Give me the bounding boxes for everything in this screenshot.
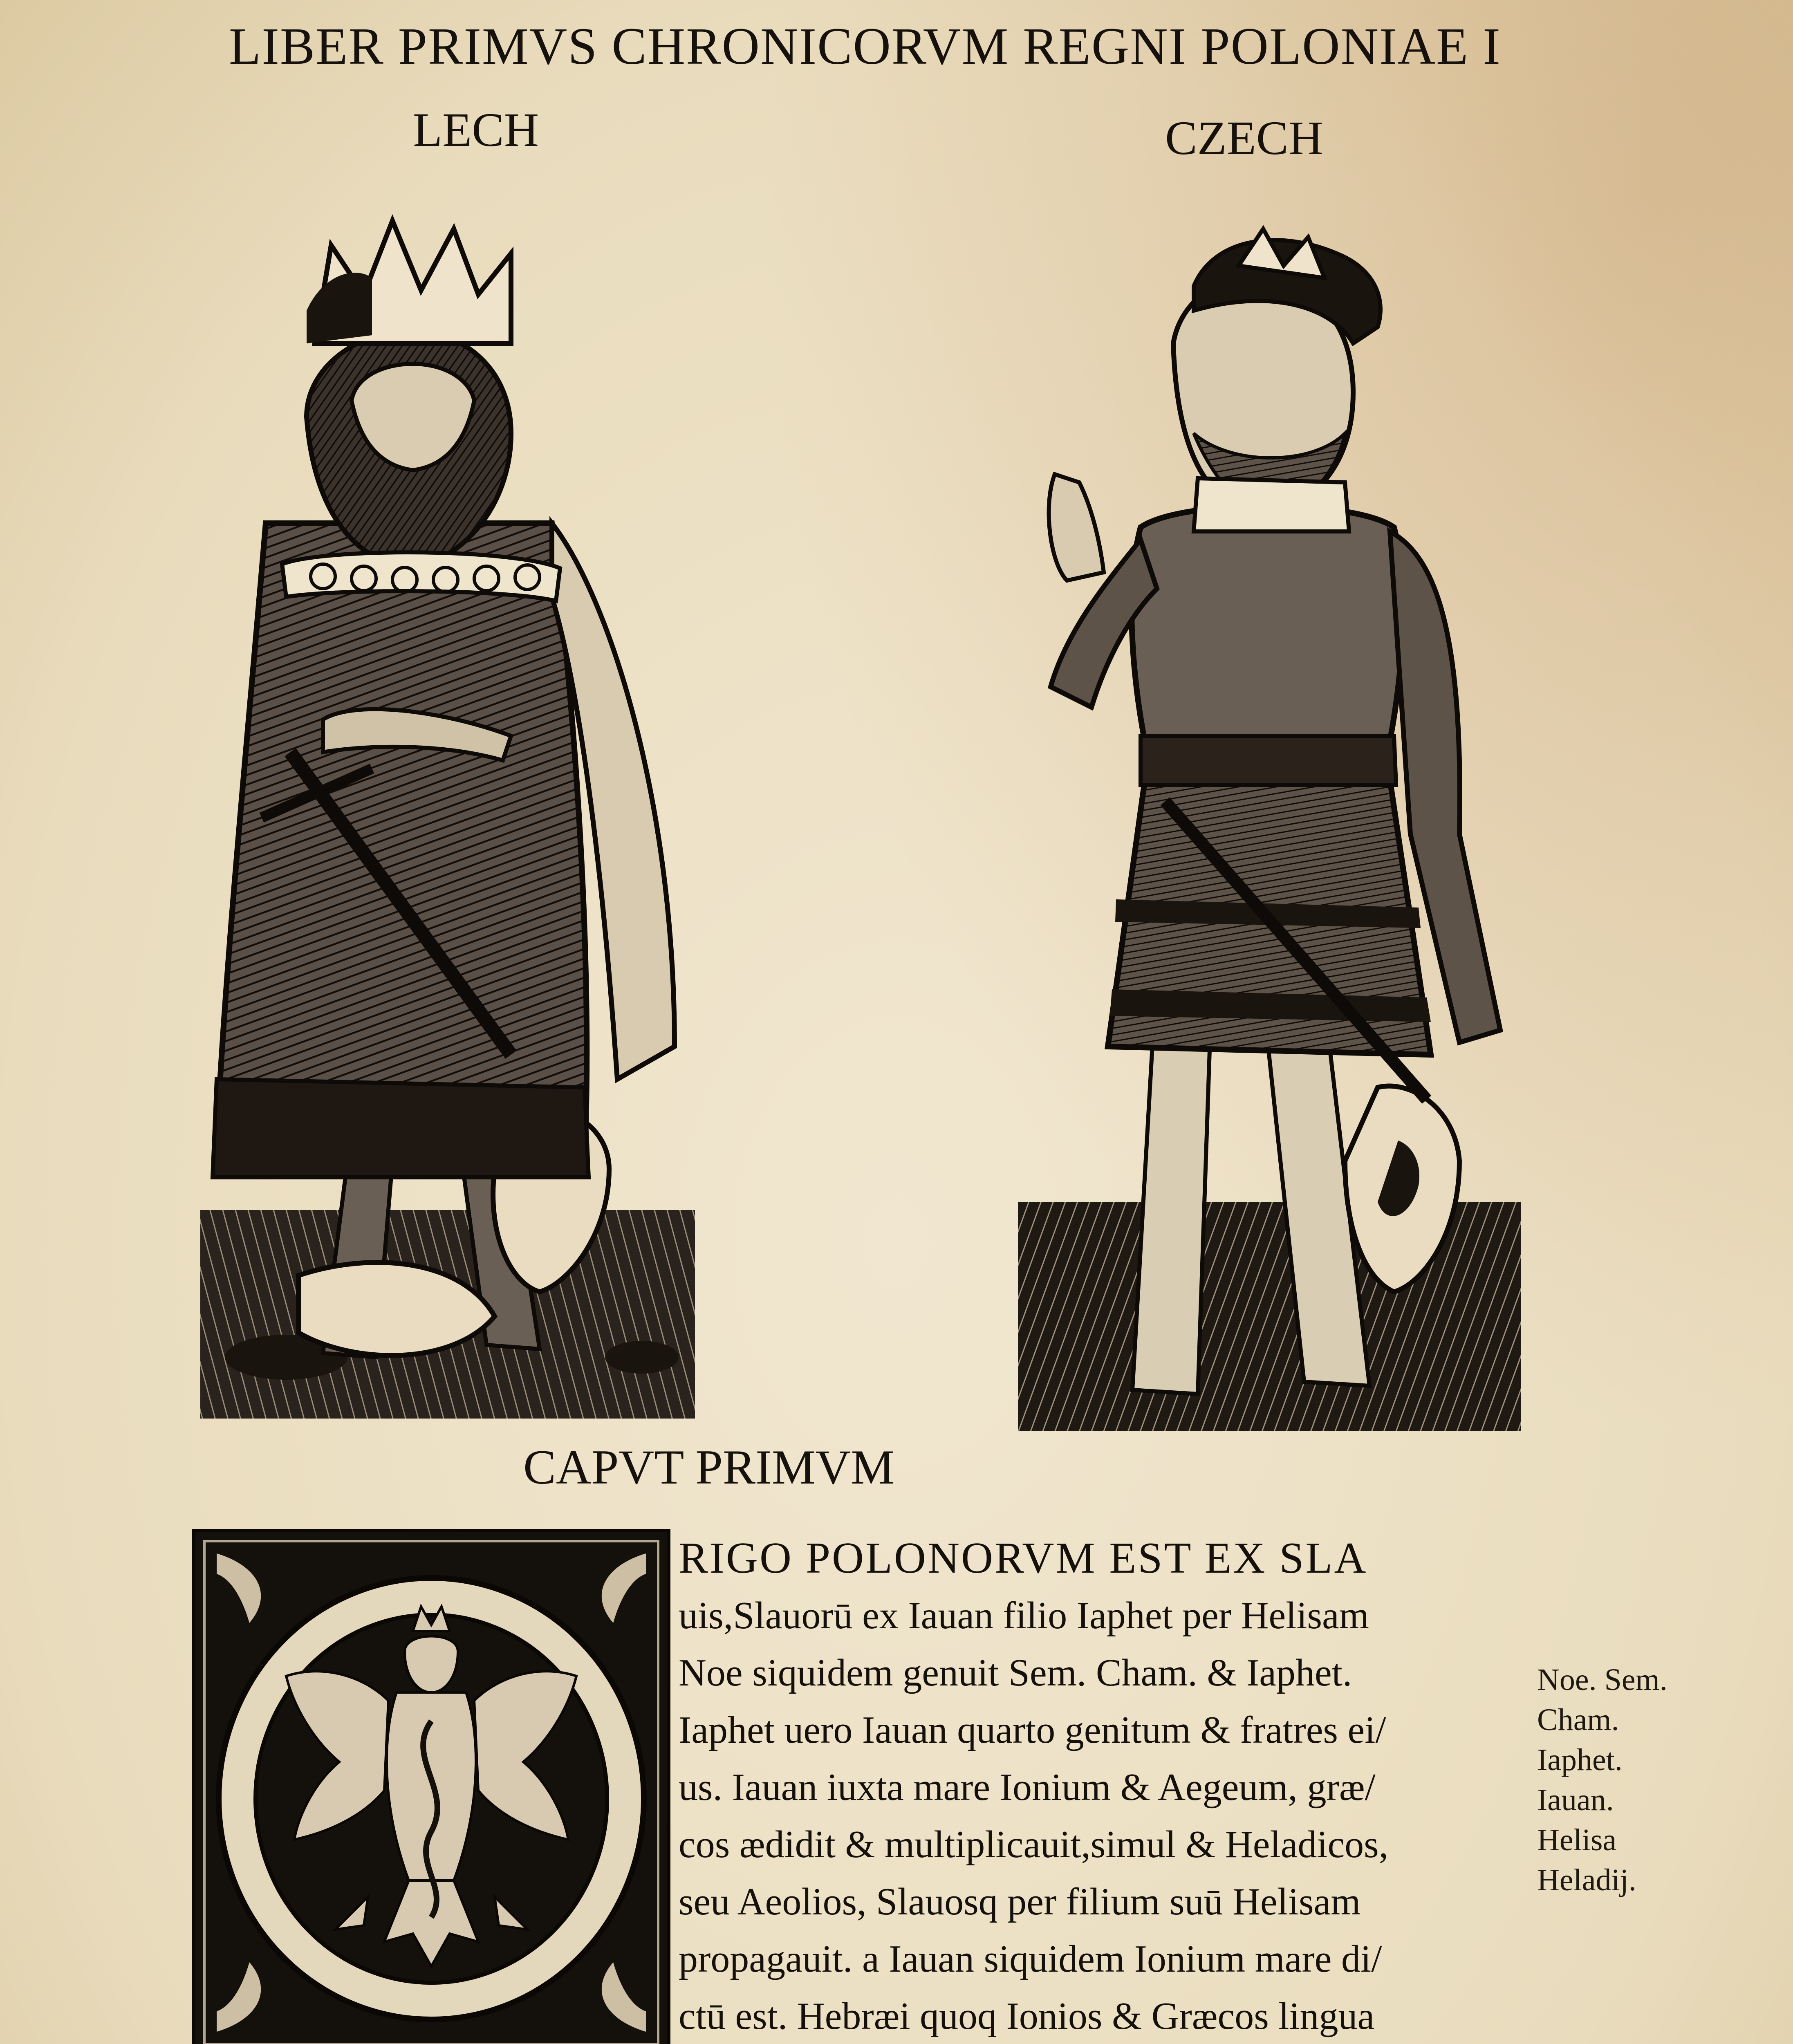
margin-notes-genealogy (1537, 1660, 1667, 1900)
text-line: cos ædidit & multiplicauit,simul & Heladicos, (679, 1823, 1389, 1866)
text-line: Iaphet uero Iauan quarto genitum & fratres ei/ (679, 1709, 1386, 1751)
text-line: propagauit. a Iauan siquidem Ionium mare di/ (679, 1938, 1382, 1980)
portrait-label-czech: CZECH (1165, 111, 1323, 165)
eagle-crowned-initial-icon (192, 1529, 670, 2044)
body-text-indented (679, 1530, 1521, 2044)
margin-note: Noe. Sem. (1537, 1663, 1667, 1697)
text-line: uis,Slauorū ex Iauan filio Iaphet per Helisam (679, 1594, 1369, 1637)
margin-note: Iaphet. (1537, 1743, 1623, 1777)
margin-note: Cham. (1537, 1703, 1619, 1737)
portrait-label-lech: LECH (413, 103, 539, 157)
text-line: us. Iauan iuxta mare Ionium & Aegeum, græ/ (679, 1766, 1376, 1809)
page-title: LIBER PRIMVS CHRONICORVM REGNI POLONIAE I (229, 17, 1501, 75)
text-line: seu Aeolios, Slauosq per filium suū Helisam (679, 1880, 1361, 1923)
text-line: Noe siquidem genuit Sem. Cham. & Iaphet. (679, 1652, 1352, 1694)
text-line: RIGO POLONORVM EST EX SLA (679, 1534, 1368, 1582)
text-line: ctū est. Hebræi quoq Ionios & Græcos lingua (679, 1995, 1375, 2037)
chapter-heading: CAPVT PRIMVM (523, 1440, 895, 1494)
king-lech-woodcut-icon (200, 188, 695, 1419)
margin-note: Helisa (1537, 1823, 1617, 1857)
margin-note: Iauan. (1537, 1783, 1614, 1817)
king-czech-woodcut-icon (1018, 221, 1521, 1431)
margin-note: Heladij. (1537, 1863, 1636, 1897)
